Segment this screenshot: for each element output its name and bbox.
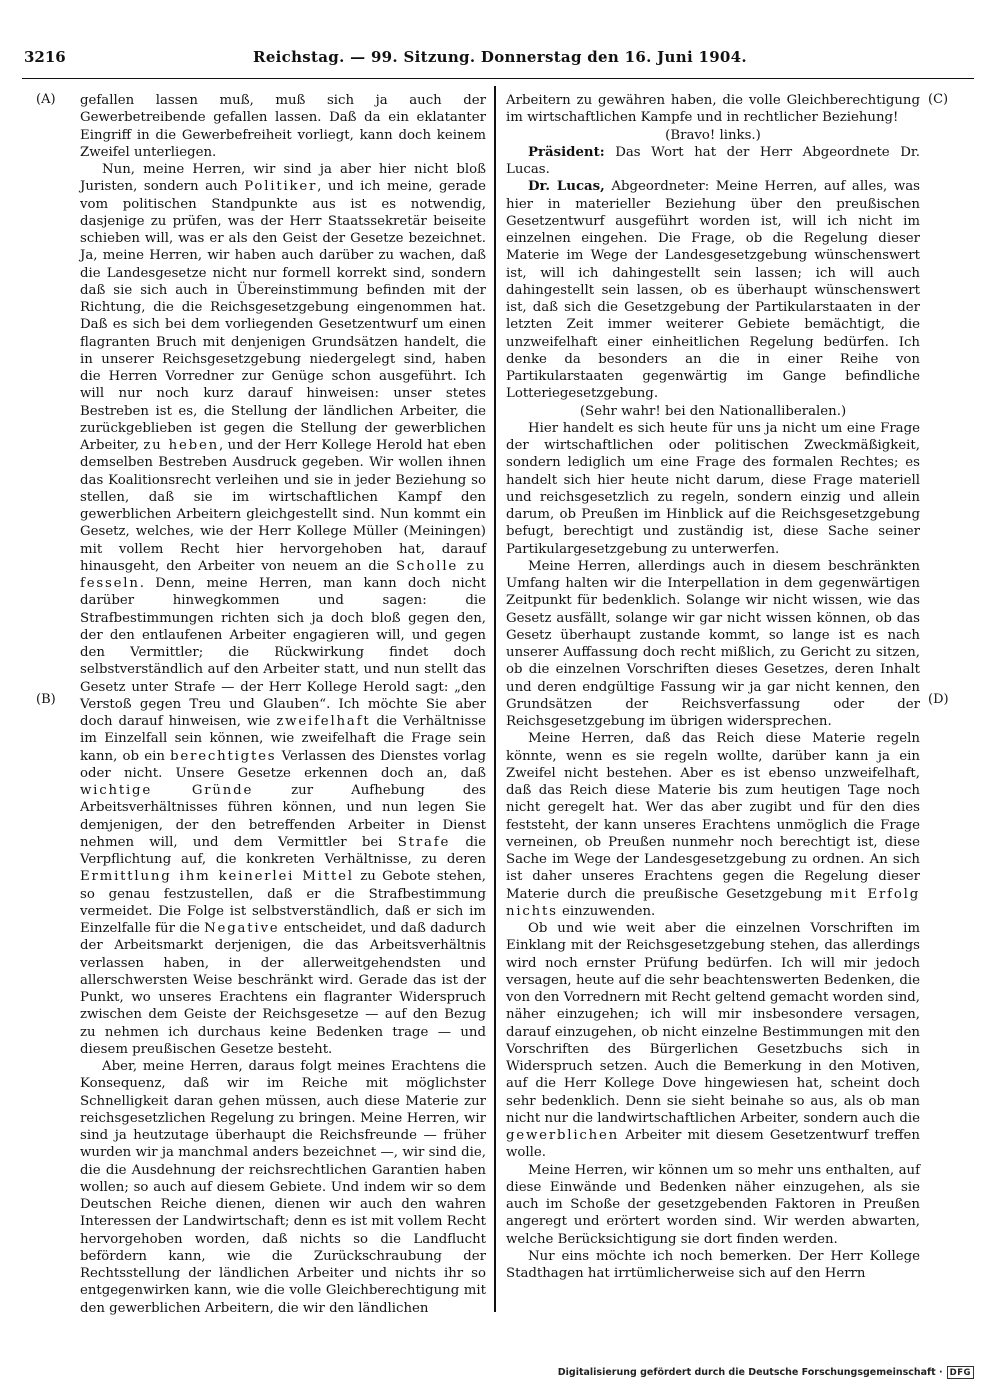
text-run: einzuwenden. bbox=[557, 903, 656, 919]
spaced-emphasis: Ermittlung ihm keinerlei Mittel bbox=[80, 869, 354, 885]
paragraph: Arbeitern zu gewähren haben, die volle Gleichberechtigung im wirtschaftlichen Kampfe und in rechtlicher Beziehung! bbox=[506, 93, 920, 126]
reaction-note: (Bravo! links.) bbox=[665, 127, 761, 143]
margin-marker-c: (C) bbox=[928, 92, 949, 107]
paragraph bbox=[506, 178, 920, 402]
footer-text: Digitalisierung gefördert durch die Deutsche Forschungsgemeinschaft · bbox=[557, 1367, 943, 1378]
speaker-name: Präsident: bbox=[528, 144, 605, 160]
paragraph bbox=[506, 144, 920, 179]
spaced-emphasis: zu heben bbox=[143, 438, 220, 453]
text-run: . Denn, meine Herren, man kann doch nicht darüber hinwegkommen und sagen: die Strafbestimmungen richten sich ja doch bloß gegen den, der den entlaufenen Arbeiter engagieren will, und gegen den Vermittler; die Rückwirkung findet doch selbstverständlich auf den Arbeiter statt, und nun stellt das Gesetz unter Strafe — der Herr Kollege Herold sagt: „den Verstoß gegen Treu und Glauben“. Ich möchte Sie aber doch darauf hinweisen, wie bbox=[80, 576, 486, 729]
left-column bbox=[80, 92, 486, 1317]
spaced-emphasis: wichtige Gründe bbox=[80, 783, 254, 798]
spaced-emphasis: Negative bbox=[204, 921, 280, 936]
text-run: die Verhältnisse im Einzelfall sein können, wie zweifelhaft die Frage sein kann, ob ein bbox=[80, 714, 486, 764]
text-run: Nun, meine Herren, wir sind ja aber hier nicht bloß Juristen, sondern auch bbox=[80, 162, 486, 195]
spaced-emphasis: gewerblichen bbox=[506, 1128, 620, 1143]
text-run: Abgeordneter: Meine Herren, auf alles, was hier in materieller Beziehung über den preußischen Gesetzentwurf ausgeführt worden ist, will ich nicht im einzelnen eingehen. Die Frage, ob die Regelung dieser Materie im Wege der Landesgesetzgebung wünschenswert ist, will ich dahingestellt sein lassen; ich will auch dahingestellt sein lassen, ob es überhaupt wünschenswert ist, daß sich die Gesetzgebung der Partikularstaaten in der letzten Zeit immer weiterer Gebiete bemächtigt, die unzweifelhaft einer einheitlichen Regelung bedürfen. Ich denke da besonders an die in einer Reihe von Partikularstaaten gegenwärtig im Gange befindliche Lotteriegesetzgebung. bbox=[506, 179, 920, 402]
text-run: Das Wort hat der Herr Abgeordnete Dr. Lucas. bbox=[506, 144, 920, 177]
text-run: Meine Herren, daß das Reich diese Materie regeln könnte, wenn es sie regeln wollte, darüber kann ja ein Zweifel nicht bestehen. Aber es ist ebenso unzweifelhaft, daß das Reich diese Materie bis zum heutigen Tage noch nicht geregelt hat. Wer das aber zugibt und für den dies feststeht, der kann unseres Erachtens unmöglich die Frage verneinen, ob Preußen nunmehr noch berechtigt ist, diese Sache im Wege der Landesgesetzgebung zu ordnen. An sich ist daher unseres Erachtens gegen die Regelung dieser Materie durch die preußische Gesetzgebung bbox=[506, 731, 920, 902]
paragraph bbox=[506, 730, 920, 920]
text-run: Verlassen des Dienstes vorlag oder nicht. Unsere Gesetze erkennen doch an, daß bbox=[80, 748, 486, 781]
margin-marker-a: (A) bbox=[36, 92, 56, 107]
paragraph bbox=[506, 920, 920, 1162]
spaced-emphasis: Politiker bbox=[244, 179, 318, 195]
paragraph: Nur eins möchte ich noch bemerken. Der Herr Kollege Stadthagen hat irrtümlicherweise sich auf den Herrn bbox=[506, 1248, 920, 1281]
dfg-logo: DFG bbox=[947, 1366, 974, 1379]
margin-marker-d: (D) bbox=[928, 692, 949, 707]
right-column bbox=[506, 92, 920, 1282]
page-number: 3216 bbox=[24, 48, 66, 66]
spaced-emphasis: Strafe bbox=[397, 834, 451, 850]
spaced-emphasis: mit Erfolg nichts bbox=[506, 886, 921, 919]
text-run: , und der Herr Kollege Herold hat eben demselben Bestreben Ausdruck gegeben. Wir wollen ihnen das Koalitionsrecht verleihen und sie in jeder Beziehung so stellen, daß sie im wirtschaftlichen Kampf den gewerblichen Arbeitern gleichgestellt sind. Nun kommt ein Gesetz, welches, wie der Herr Kollege Müller (Meiningen) mit vollem Recht hier hervorgehoben hat, darauf hinausgeht, den Arbeiter von neuem an die bbox=[80, 438, 487, 574]
paragraph: gefallen lassen muß, muß sich ja auch der Gewerbetreibende gefallen lassen. Daß da ein eklatanter Eingriff in die Gewerbefreiheit vorliegt, kann doch keinem Zweifel unterliegen. bbox=[80, 93, 486, 160]
paragraph: Hier handelt es sich heute für uns ja nicht um eine Frage der wirtschaftlichen oder politischen Zweckmäßigkeit, sondern lediglich um eine Frage des formalen Rechtes; es handelt sich hier heute nicht darum, diese Frage materiell und reichsgesetzlich zu regeln, sondern einzig und allein darum, ob Preußen im Hinblick auf die Reichsgesetzgebung befugt, berechtigt und zuständig ist, diese Sache seiner Partikulargesetzgebung zu unterwerfen. bbox=[506, 420, 920, 557]
header-rule bbox=[22, 78, 974, 79]
spaced-emphasis: berechtigtes bbox=[170, 748, 277, 764]
text-run: Arbeiter mit diesem Gesetzentwurf treffen wolle. bbox=[506, 1128, 920, 1161]
text-run: zu Gebote stehen, so genau festzustellen, daß er die Strafbestimmung vermeidet. Die Folge ist selbstverständlich, daß er sich im Einzelfalle für die bbox=[80, 869, 486, 936]
text-run: Ob und wie weit aber die einzelnen Vorschriften im Einklang mit der Reichsgesetzgebung stehen, das allerdings wird noch ernster Prüfung bedürfen. Ich will mir jedoch versagen, heute auf die sehr beachtenswerten Bedenken, die von den Vorrednern mit Recht geltend gemacht worden sind, näher einzugehen; ich will mir insbesondere versagen, darauf einzugehen, ob nicht einzelne Bestimmungen mit den Vorschriften des Bürgerlichen Gesetzbuchs sich in Widerspruch setzen. Auch die Bemerkung in den Motiven, auf die Herr Kollege Dove hingewiesen hat, scheint doch sehr bedenklich. Denn sie sieht beinahe so aus, als ob man nicht nur die landwirtschaftlichen Arbeiter, sondern auch die bbox=[506, 921, 920, 1126]
text-run: entscheidet, und daß dadurch der Arbeitsmarkt derjenigen, die das Arbeitsverhältnis verlassen haben, in der allerweitgehendsten und allerschwersten Weise beschränkt wird. Gerade das ist der Punkt, wo unseres Erachtens ein flagranter Widerspruch zwischen dem Geiste der Reichsgesetze — auf den Bezug zu nehmen ich durchaus keine Bedenken trage — und diesem preußischen Gesetze besteht. bbox=[80, 921, 487, 1057]
digitization-credit bbox=[558, 1366, 974, 1379]
reaction-note: (Sehr wahr! bei den Nationalliberalen.) bbox=[579, 403, 847, 419]
column-divider bbox=[494, 86, 496, 1312]
paragraph: Aber, meine Herren, daraus folgt meines Erachtens die Konsequenz, daß wir im Reiche mit möglichster Schnelligkeit daran gehen müssen, auch diese Materie zur reichsgesetzlichen Regelung zu bringen. Meine Herren, wir sind ja heutzutage überhaupt die Reichsfreunde — früher wurden wir ja manchmal anders bezeichnet —, wir sind die, die die Ausdehnung der reichsrechtlichen Garantien haben wollen; so auch auf diesem Gebiete. Und indem wir so dem Deutschen Reiche dienen, dienen wir auch den wahren Interessen der Landwirtschaft; denn es ist mit vollem Recht hervorgehoben worden, daß nichts so die Landflucht befördern kann, wie die Zurückschraubung der Rechtsstellung der ländlichen Arbeiter und nichts ihr so entgegenwirken kann, wie die volle Gleichberechtigung mit den gewerblichen Arbeitern, die wir den ländlichen bbox=[80, 1059, 486, 1316]
text-run: zur Aufhebung des Arbeitsverhältnisses führen können, und nun legen Sie demjenigen, der den betreffenden Arbeiter in Dienst nehmen will, und dem Vermittler bei bbox=[80, 783, 487, 850]
spaced-emphasis: Scholle zu fesseln bbox=[80, 558, 486, 591]
spaced-emphasis: zweifelhaft bbox=[276, 714, 371, 729]
paragraph: Meine Herren, allerdings auch in diesem beschränkten Umfang halten wir die Interpellation in dem gegenwärtigen Zeitpunkt für bedenklich. Solange wir nicht wissen, wie das Gesetz ausfällt, solange wir gar nicht wissen können, ob das Gesetz überhaupt zustande kommt, so lange ist es nach unserer Auffassung doch recht mißlich, zu Gericht zu sitzen, ob die einzelnen Vorschriften dieses Gesetzes, deren Inhalt und deren endgültige Fassung wir ja gar nicht kennen, den Grundsätzen der Reichsverfassung oder der Reichsgesetzgebung im übrigen widersprechen. bbox=[506, 558, 920, 729]
speaker-name: Dr. Lucas, bbox=[528, 179, 605, 195]
text-run: , und ich meine, gerade vom politischen Standpunkte aus ist es notwendig, dasjenige zu prüfen, was der Herr Staatssekretär beiseite schieben will, was er als den Geist der Gesetze bezeichnet. Ja, meine Herren, wir haben auch darüber zu wachen, daß die Landesgesetze nicht nur formell korrekt sind, sondern daß sie sich auch in Übereinstimmung befinden mit der Richtung, die die Reichsgesetzgebung eingenommen hat. Daß es sich bei dem vorliegenden Gesetzentwurf um einen flagranten Bruch mit denjenigen Grundsätzen handelt, die in unserer Reichsgesetzgebung niedergelegt sind, haben die Herren Vorredner zur Genüge schon ausgeführt. Ich will nur noch kurz darauf hinweisen: unser stetes Bestreben ist es, die Stellung der ländlichen Arbeiter, die zurückgeblieben ist gegen die Stellung der gewerblichen Arbeiter, bbox=[80, 179, 486, 453]
running-head: Reichstag. — 99. Sitzung. Donnerstag den 16. Juni 1904. bbox=[253, 48, 747, 66]
paragraph: Meine Herren, wir können um so mehr uns enthalten, auf diese Einwände und Bedenken näher einzugehen, als sie auch im Schoße der gesetzgebenden Faktoren in Preußen angeregt und erörtert worden sind. Wir werden abwarten, welche Berücksichtigung sie dort finden werden. bbox=[506, 1162, 920, 1247]
text-run: die Verpflichtung auf, die konkreten Verhältnisse, zu deren bbox=[80, 834, 486, 867]
margin-marker-b: (B) bbox=[36, 692, 56, 707]
paragraph bbox=[80, 161, 486, 1058]
